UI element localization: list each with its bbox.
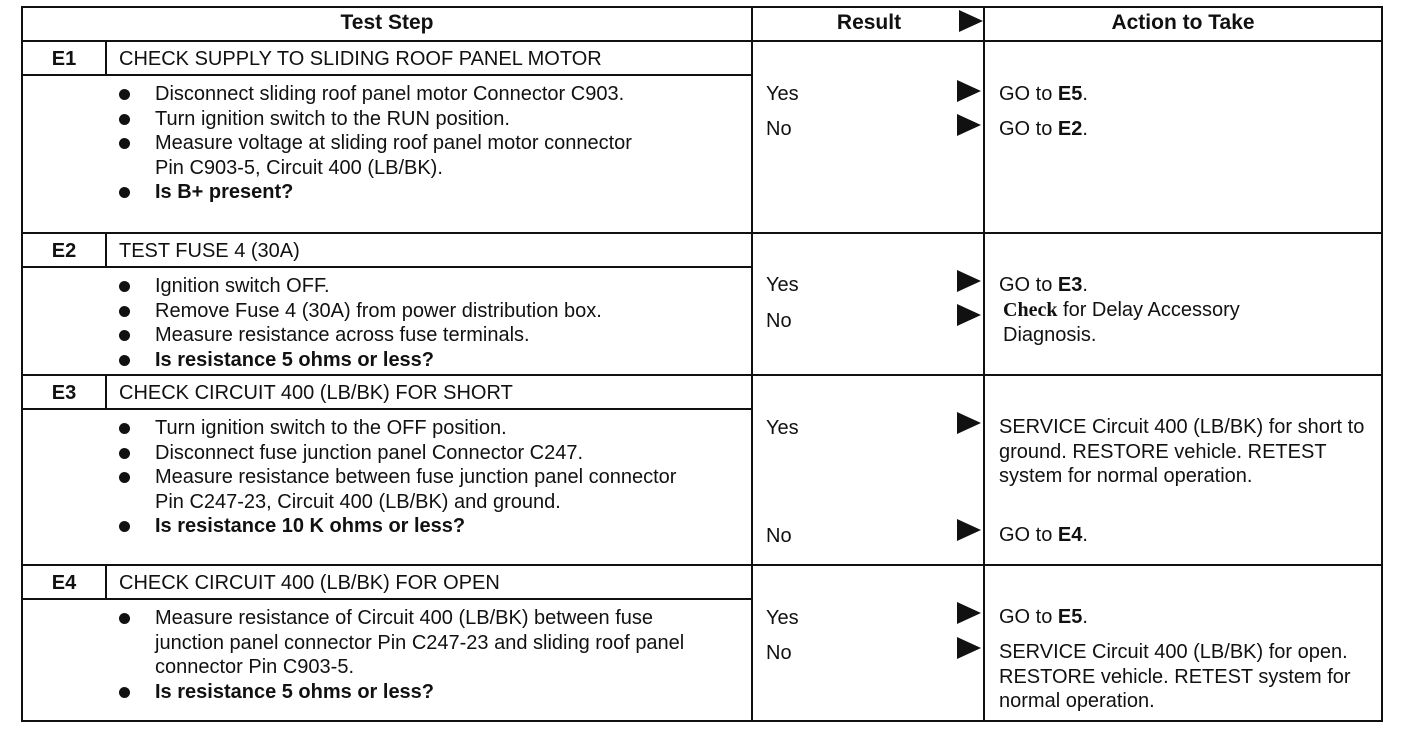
result-label: Yes: [766, 274, 799, 296]
action-ref: E2: [1057, 118, 1083, 140]
question-text: Is resistance 5 ohms or less?: [155, 680, 435, 703]
action-prefix: SERVICE Circuit 400 (LB/BK) for short to ground. RESTORE vehicle. RETEST system for normal operation.: [999, 416, 1365, 487]
action-end: .: [1082, 606, 1088, 628]
bullet-icon: [119, 306, 130, 317]
bullet-icon: [119, 472, 130, 483]
action-text: [999, 82, 1377, 107]
action-ref: E5: [1057, 606, 1083, 628]
bullet-text: Measure resistance across fuse terminals.: [155, 324, 530, 346]
action-rest: for Delay Accessory Diagnosis.: [1003, 299, 1240, 346]
bullet-icon: [119, 521, 130, 532]
diagnostic-table: [21, 6, 1381, 720]
step-bullets: [21, 274, 751, 372]
bullet-item: [21, 299, 751, 324]
bullet-item: [21, 606, 751, 680]
step-id: E1: [51, 47, 77, 70]
bullet-item: [21, 107, 751, 132]
question-text: Is resistance 5 ohms or less?: [155, 348, 435, 371]
step-title: CHECK CIRCUIT 400 (LB/BK) FOR OPEN: [119, 571, 500, 594]
bullet-text: Remove Fuse 4 (30A) from power distribution box.: [155, 299, 602, 322]
action-end: .: [1082, 83, 1088, 105]
action-text: [999, 605, 1377, 630]
divider-result: [751, 6, 753, 720]
arrow-icon: [957, 602, 981, 624]
step-bullets: [21, 416, 751, 539]
bullet-item: [21, 323, 751, 348]
bullet-text: Measure resistance between fuse junction panel connector Pin C247-23, Circuit 400 (LB/BK) and ground.: [155, 466, 677, 513]
bullet-icon: [119, 687, 130, 698]
action-ref: E5: [1057, 83, 1083, 105]
action-text: [999, 640, 1377, 714]
action-end: .: [1082, 524, 1088, 546]
result-label: No: [766, 642, 792, 664]
bullet-item: [21, 465, 751, 514]
bullet-icon: [119, 114, 130, 125]
action-text: [999, 117, 1377, 142]
header-action: Action to Take: [1111, 11, 1255, 34]
step-id: E2: [51, 239, 77, 262]
step-title: CHECK SUPPLY TO SLIDING ROOF PANEL MOTOR: [119, 47, 602, 70]
bullet-item: [21, 274, 751, 299]
action-prefix: GO to: [999, 606, 1058, 628]
action-prefix: GO to: [999, 83, 1058, 105]
step-title: TEST FUSE 4 (30A): [119, 239, 300, 262]
bullet-icon: [119, 423, 130, 434]
action-text: [999, 523, 1377, 548]
bullet-icon: [119, 448, 130, 459]
bullet-item: [21, 416, 751, 441]
action-text: [999, 415, 1377, 489]
bullet-text: Disconnect sliding roof panel motor Connector C903.: [155, 83, 625, 105]
action-end: .: [1082, 274, 1088, 296]
bullet-icon: [119, 89, 130, 100]
step-id: E3: [51, 381, 77, 404]
arrow-icon: [957, 637, 981, 659]
divider-action: [983, 6, 985, 720]
result-label: No: [766, 118, 792, 140]
step-id: E4: [51, 571, 77, 594]
action-text: [999, 273, 1377, 298]
action-word: Check: [1003, 299, 1058, 321]
action-ref: E4: [1057, 524, 1083, 546]
bullet-icon: [119, 330, 130, 341]
result-label: No: [766, 310, 792, 332]
bullet-question: [21, 680, 751, 705]
action-prefix: GO to: [999, 524, 1058, 546]
action-text: [1003, 298, 1333, 347]
bullet-icon: [119, 613, 130, 624]
result-label: Yes: [766, 417, 799, 439]
bullet-item: [21, 82, 751, 107]
header-arrow-icon: [959, 10, 983, 32]
bullet-text: Measure resistance of Circuit 400 (LB/BK) between fuse junction panel connector Pin C247-23 and sliding roof panel connector Pin C903-5.: [155, 607, 685, 678]
bullet-question: [21, 180, 751, 205]
arrow-icon: [957, 114, 981, 136]
result-label: No: [766, 525, 792, 547]
result-label: Yes: [766, 607, 799, 629]
arrow-icon: [957, 412, 981, 434]
bullet-icon: [119, 355, 130, 366]
header-result: Result: [836, 11, 902, 34]
bullet-question: [21, 514, 751, 539]
action-end: .: [1082, 118, 1088, 140]
question-text: Is resistance 10 K ohms or less?: [155, 515, 466, 537]
bullet-item: [21, 131, 751, 180]
step-bullets: [21, 82, 751, 205]
result-label: Yes: [766, 83, 799, 105]
bullet-text: Ignition switch OFF.: [155, 275, 330, 297]
step-bullets: [21, 606, 751, 704]
arrow-icon: [957, 519, 981, 541]
step-title: CHECK CIRCUIT 400 (LB/BK) FOR SHORT: [119, 381, 513, 404]
bullet-text: Turn ignition switch to the OFF position.: [155, 417, 507, 439]
action-prefix: GO to: [999, 118, 1058, 140]
arrow-icon: [957, 270, 981, 292]
bullet-text: Disconnect fuse junction panel Connector C247.: [155, 441, 584, 464]
bullet-icon: [119, 281, 130, 292]
bullet-text: Measure voltage at sliding roof panel motor connector Pin C903-5, Circuit 400 (LB/BK).: [155, 132, 632, 179]
action-ref: E3: [1057, 274, 1083, 296]
action-prefix: SERVICE Circuit 400 (LB/BK) for open. RESTORE vehicle. RETEST system for normal operation.: [999, 641, 1351, 712]
header-test-step: Test Step: [340, 11, 434, 34]
bullet-item: [21, 441, 751, 466]
action-prefix: GO to: [999, 274, 1058, 296]
bullet-question: [21, 348, 751, 373]
bullet-icon: [119, 187, 130, 198]
bullet-icon: [119, 138, 130, 149]
arrow-icon: [957, 304, 981, 326]
bullet-text: Turn ignition switch to the RUN position.: [155, 107, 510, 130]
arrow-icon: [957, 80, 981, 102]
question-text: Is B+ present?: [155, 181, 294, 203]
